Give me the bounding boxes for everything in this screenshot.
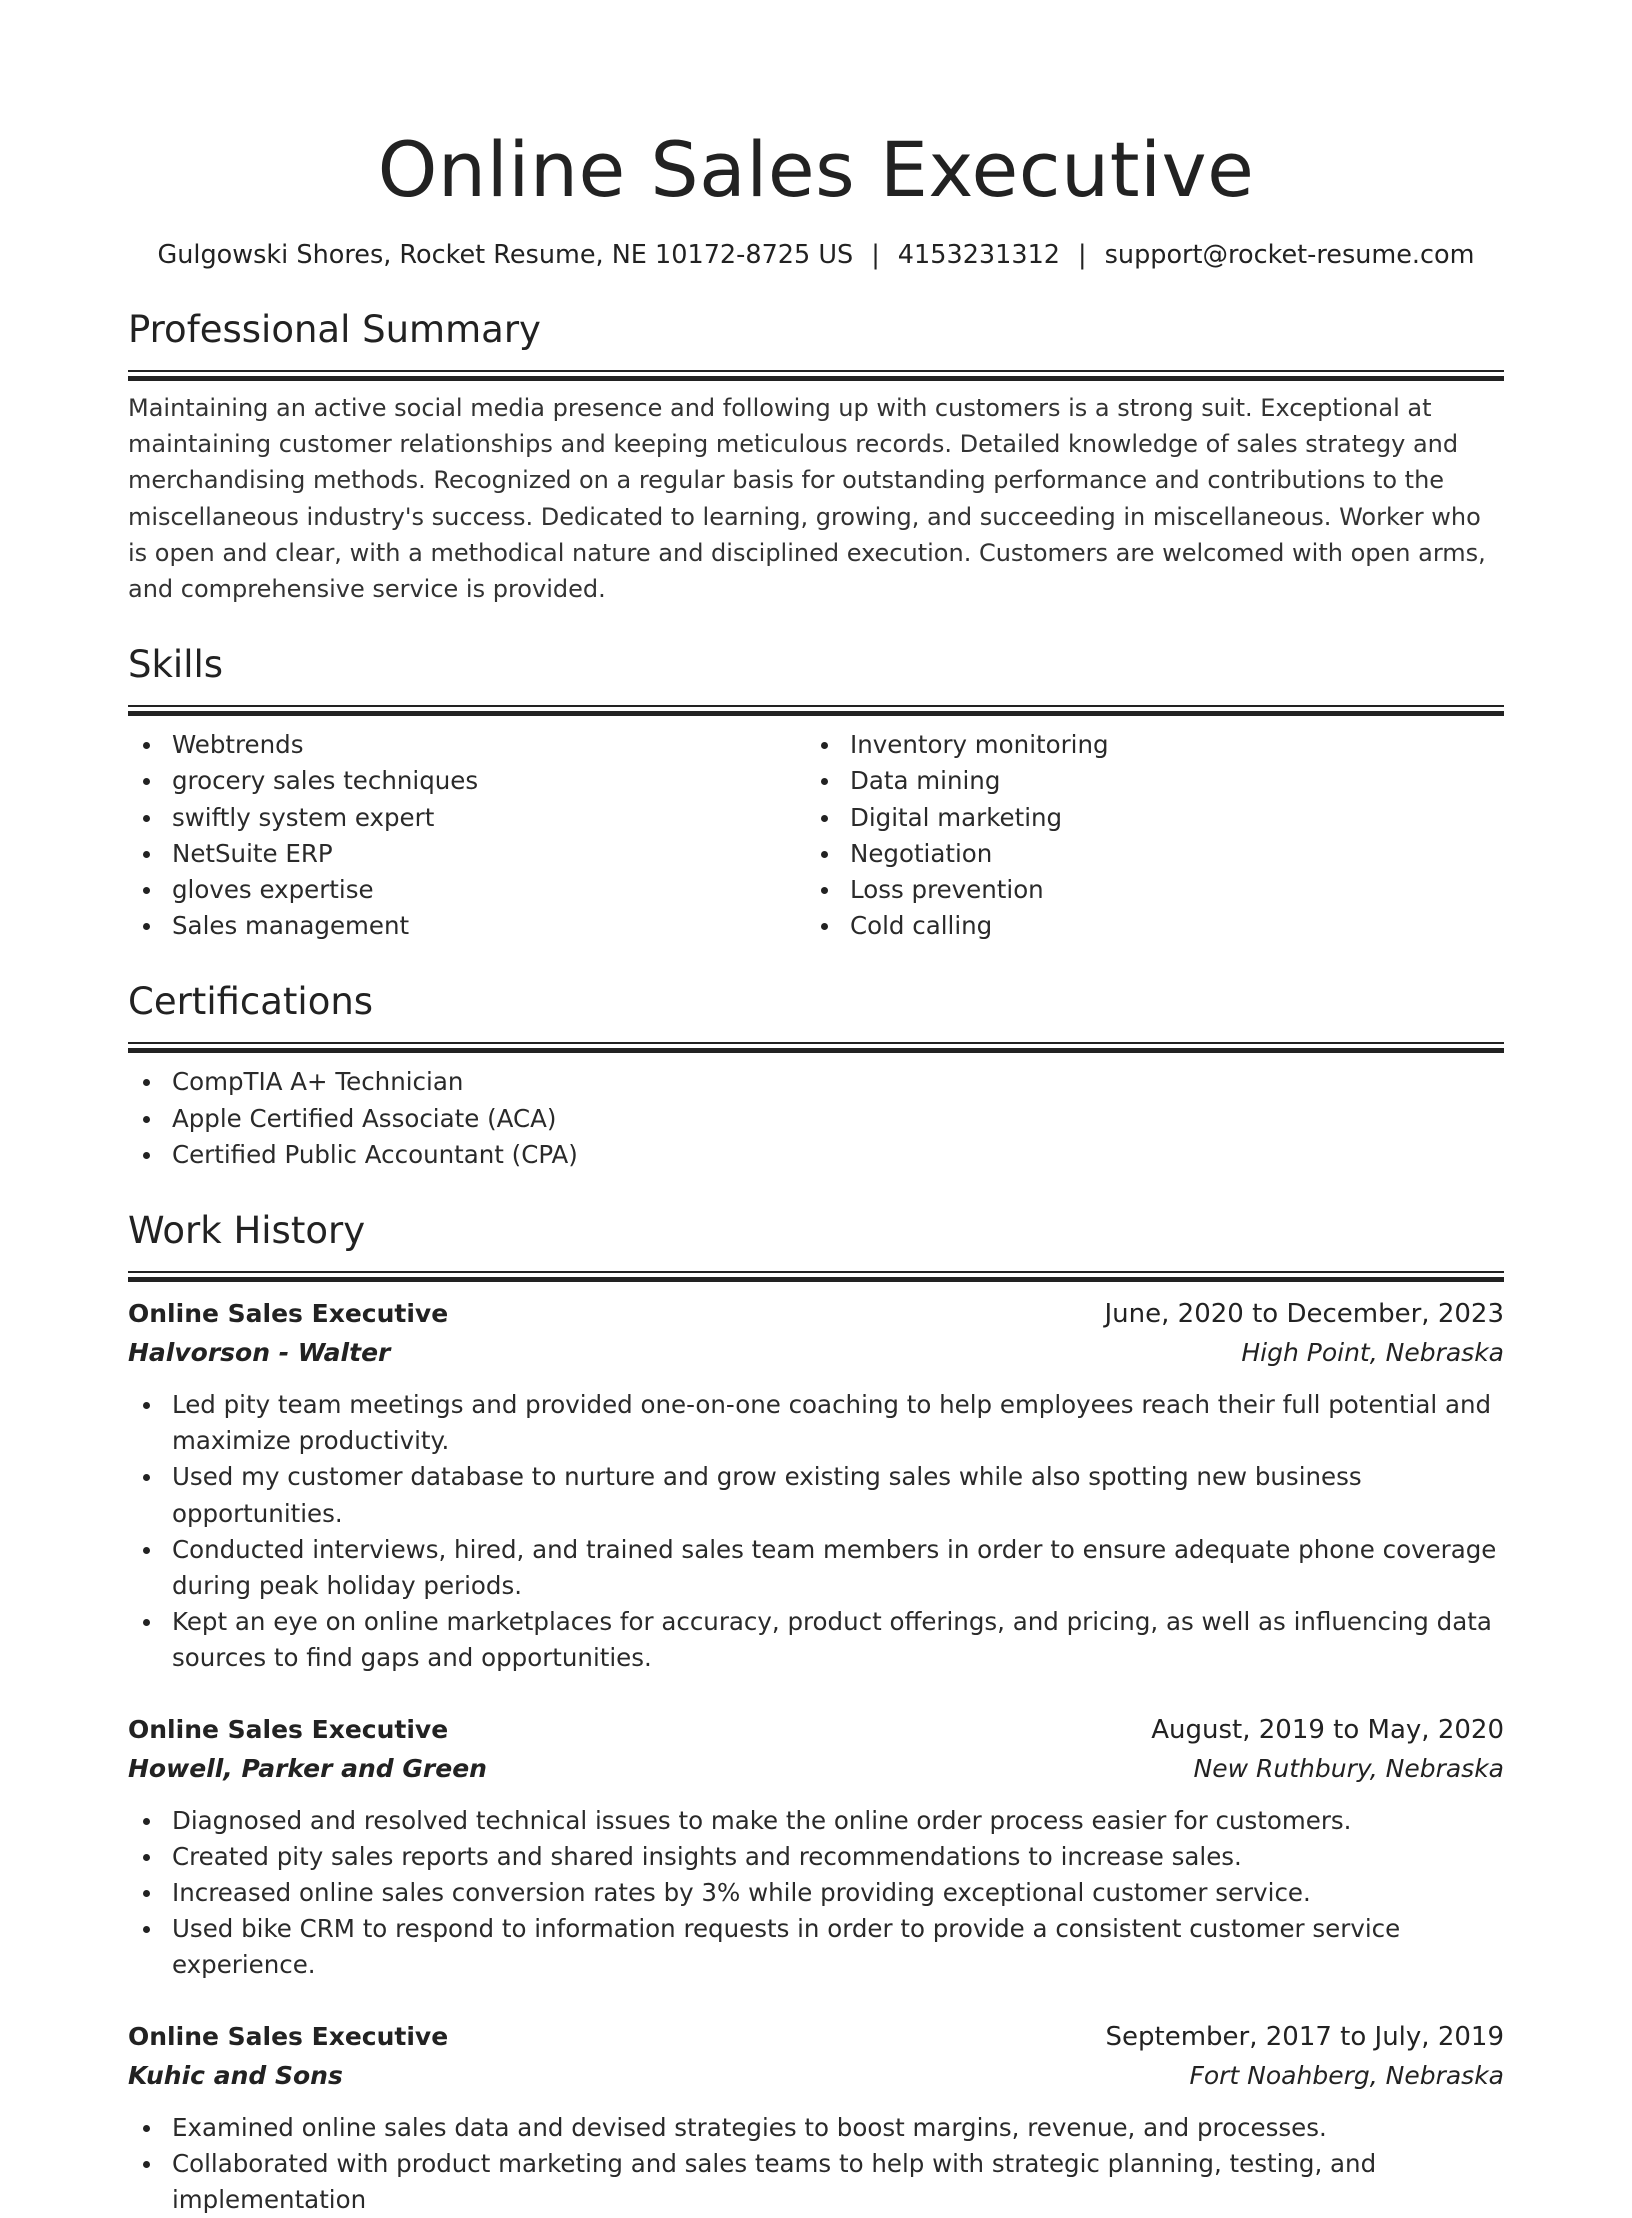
- contact-email: support@rocket-resume.com: [1104, 240, 1475, 270]
- skill-item: Sales management: [128, 908, 806, 944]
- skill-item: grocery sales techniques: [128, 763, 806, 799]
- certifications-list: [128, 1064, 1504, 1173]
- job-bullet: Diagnosed and resolved technical issues to make the online order process easier for customers.: [128, 1803, 1504, 1839]
- section-divider: [128, 705, 1504, 715]
- contact-separator: |: [1078, 240, 1087, 270]
- summary-text: Maintaining an active social media presence and following up with customers is a strong suit. Exceptional at maintaining customer relationships and keeping meticulous records. Detailed knowledge of sales strategy and merchandising methods. Recognized on a regular basis for outstanding performance and contributions to the miscellaneous industry's success. Dedicated to learning, growing, and succeeding in miscellaneous. Worker who is open and clear, with a methodical nature and disciplined execution. Customers are welcomed with open arms, and comprehensive service is provided.: [128, 394, 1486, 604]
- job-bullets: [128, 2110, 1504, 2218]
- certifications-section: [128, 976, 1504, 1173]
- contact-separator: |: [871, 240, 880, 270]
- skill-item: Loss prevention: [806, 872, 1484, 908]
- job-entry: [128, 1295, 1504, 1677]
- contact-phone: 4153231312: [897, 240, 1061, 270]
- job-bullet: Used my customer database to nurture and grow existing sales while also spotting new business opportunities.: [128, 1459, 1504, 1531]
- job-dates: June, 2020 to December, 2023: [1104, 1299, 1504, 1330]
- skills-list-left: [128, 727, 806, 944]
- job-bullet: Created pity sales reports and shared insights and recommendations to increase sales.: [128, 1839, 1504, 1875]
- skill-item: Negotiation: [806, 836, 1484, 872]
- section-title-summary: Professional Summary: [128, 308, 541, 351]
- job-bullet: Collaborated with product marketing and sales teams to help with strategic planning, testing, and implementation: [128, 2146, 1504, 2218]
- job-title: Online Sales Executive: [128, 1299, 449, 1329]
- skills-section: [128, 639, 1504, 944]
- certification-item: CompTIA A+ Technician: [128, 1064, 1504, 1100]
- job-bullets: [128, 1803, 1504, 1984]
- skills-grid: [128, 727, 1504, 944]
- job-company-row: [128, 2056, 1504, 2095]
- section-divider: [128, 370, 1504, 380]
- certification-item: Certified Public Accountant (CPA): [128, 1137, 1504, 1173]
- job-bullets: [128, 1387, 1504, 1677]
- job-bullet: Led pity team meetings and provided one-on-one coaching to help employees reach their full potential and maximize productivity.: [128, 1387, 1504, 1459]
- job-header-row: [128, 1295, 1504, 1333]
- skill-item: Webtrends: [128, 727, 806, 763]
- job-location: High Point, Nebraska: [1241, 1338, 1504, 1368]
- section-divider: [128, 1042, 1504, 1052]
- job-header-row: [128, 2018, 1504, 2056]
- job-bullet: Used bike CRM to respond to information requests in order to provide a consistent customer service experience.: [128, 1911, 1504, 1983]
- section-title-skills: Skills: [128, 643, 224, 687]
- section-divider: [128, 1271, 1504, 1281]
- job-dates: September, 2017 to July, 2019: [1105, 2021, 1504, 2052]
- skill-item: Digital marketing: [806, 800, 1484, 836]
- job-company-row: [128, 1333, 1504, 1372]
- contact-line: [128, 238, 1504, 272]
- skill-item: Cold calling: [806, 908, 1484, 944]
- job-location: Fort Noahberg, Nebraska: [1189, 2060, 1504, 2090]
- job-header-row: [128, 1711, 1504, 1749]
- section-title-work-history: Work History: [128, 1209, 366, 1253]
- job-title: Online Sales Executive: [128, 1714, 449, 1744]
- skills-list-right: [806, 727, 1484, 944]
- job-company-row: [128, 1749, 1504, 1788]
- job-entry: [128, 1711, 1504, 1984]
- skill-item: NetSuite ERP: [128, 836, 806, 872]
- summary-section: [128, 304, 1504, 607]
- job-company: Halvorson - Walter: [128, 1338, 391, 1368]
- skill-item: Data mining: [806, 763, 1484, 799]
- job-bullet: Examined online sales data and devised strategies to boost margins, revenue, and processes.: [128, 2110, 1504, 2146]
- job-location: New Ruthbury, Nebraska: [1193, 1753, 1504, 1783]
- job-company: Howell, Parker and Green: [128, 1753, 487, 1783]
- work-history-section: [128, 1205, 1504, 2218]
- job-bullet: Kept an eye on online marketplaces for accuracy, product offerings, and pricing, as well as influencing data sources to find gaps and opportunities.: [128, 1604, 1504, 1676]
- job-title: Online Sales Executive: [128, 2021, 449, 2051]
- job-bullet: Conducted interviews, hired, and trained sales team members in order to ensure adequate phone coverage during peak holiday periods.: [128, 1532, 1504, 1604]
- job-dates: August, 2019 to May, 2020: [1151, 1714, 1504, 1745]
- resume-page: [128, 118, 1504, 2218]
- contact-address: Gulgowski Shores, Rocket Resume, NE 10172-8725 US: [157, 240, 854, 270]
- skill-item: Inventory monitoring: [806, 727, 1484, 763]
- skill-item: gloves expertise: [128, 872, 806, 908]
- certification-item: Apple Certified Associate (ACA): [128, 1101, 1504, 1137]
- job-company: Kuhic and Sons: [128, 2060, 343, 2090]
- section-title-certifications: Certifications: [128, 980, 374, 1024]
- job-entry: [128, 2018, 1504, 2218]
- resume-name: Online Sales Executive: [377, 125, 1255, 214]
- job-bullet: Increased online sales conversion rates by 3% while providing exceptional customer service.: [128, 1875, 1504, 1911]
- skill-item: swiftly system expert: [128, 800, 806, 836]
